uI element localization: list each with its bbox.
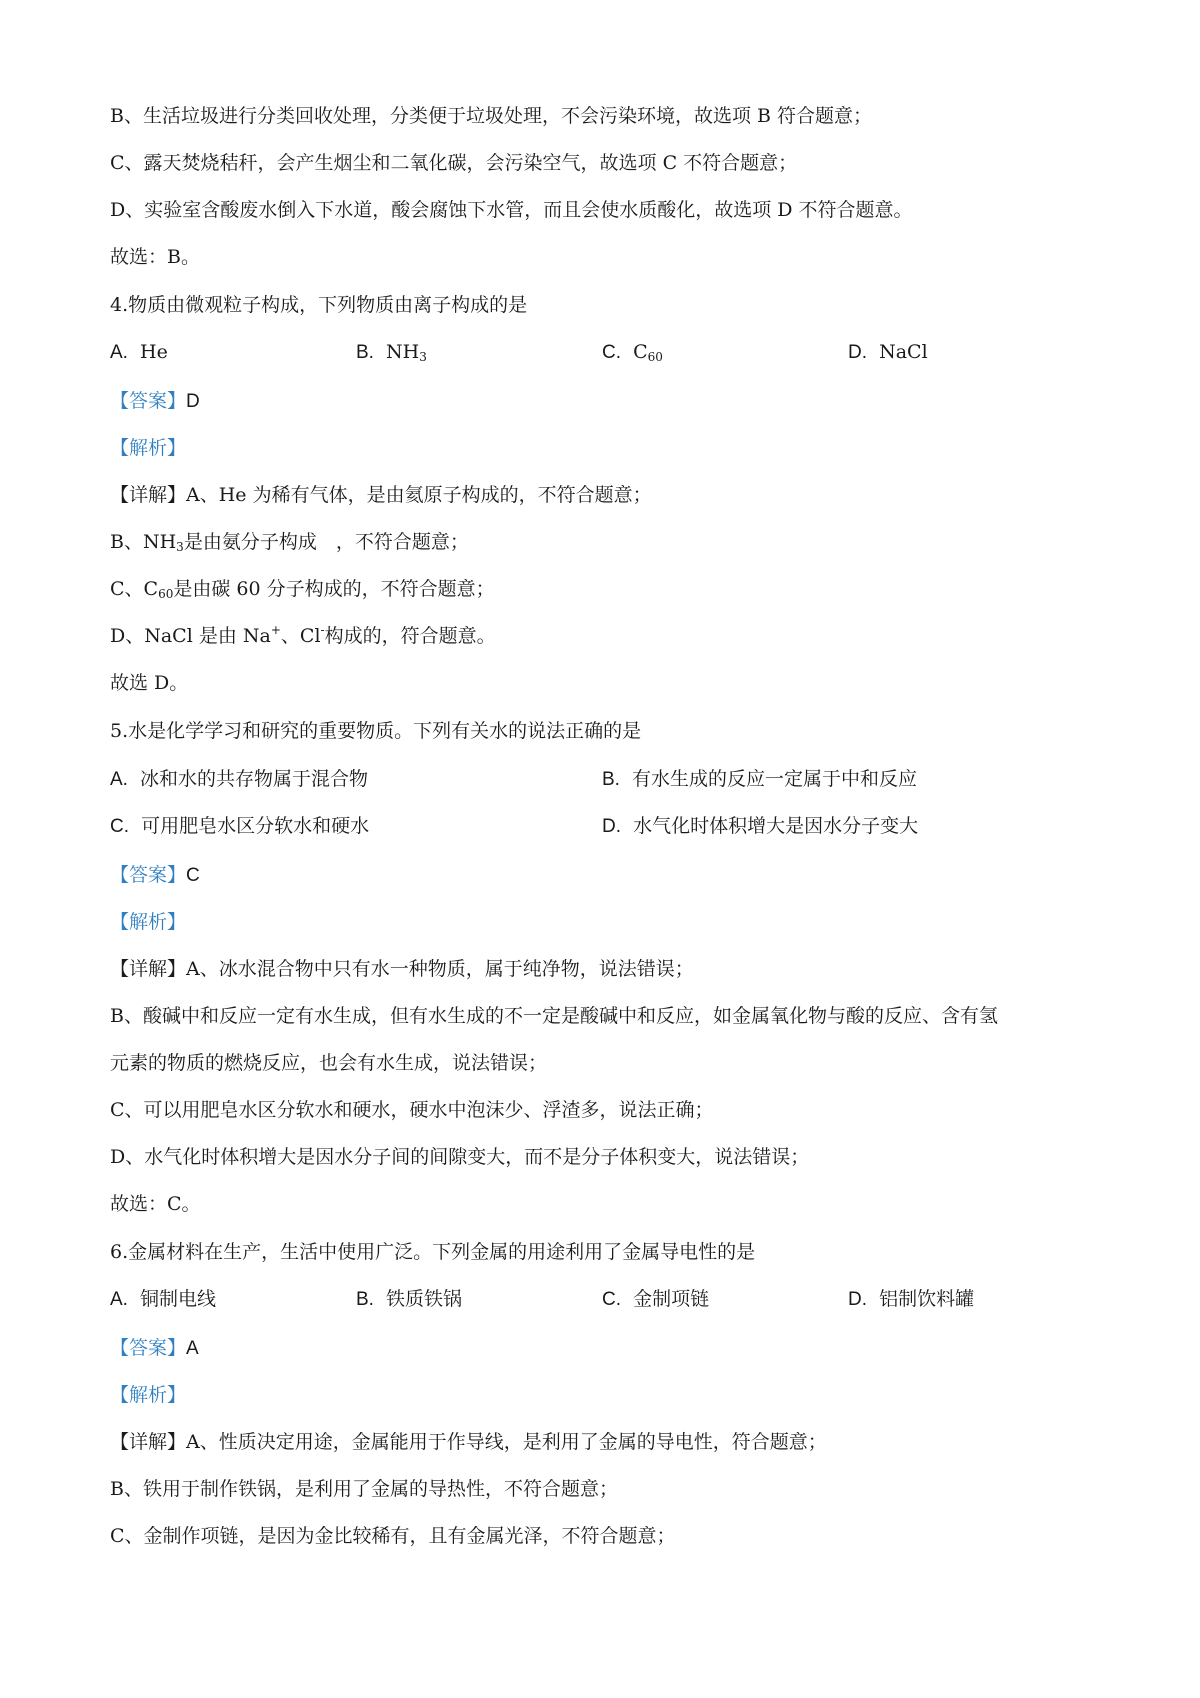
q5-analysis-tag: 【解析】 — [110, 911, 187, 933]
q5-option-a-text: 冰和水的共存物属于混合物 — [140, 768, 369, 790]
q5-option-d-label: D. — [602, 816, 621, 837]
q6-option-a-text: 铜制电线 — [140, 1288, 217, 1310]
q6-option-a — [110, 1286, 216, 1313]
q4-answer-tag: 【答案】 — [110, 390, 187, 412]
q4-detail-d-sup1: + — [270, 623, 281, 637]
q4-stem: 4.物质由微观粒子构成，下列物质由离子构成的是 — [110, 294, 528, 316]
q4-detail-a — [110, 482, 652, 508]
q4-option-d — [848, 339, 928, 366]
q3-explanation-d: D、实验室含酸废水倒入下水道，酸会腐蚀下水管，而且会使水质酸化，故选项 D 不符合题意。 — [110, 199, 913, 221]
q6-detail-c: C、金制作项链，是因为金比较稀有，且有金属光泽，不符合题意； — [110, 1525, 676, 1547]
q5-answer-value: C — [186, 865, 200, 886]
q6-option-c-label: C. — [602, 1289, 621, 1310]
q5-answer-tag: 【答案】 — [110, 864, 187, 886]
q5-option-c-text: 可用肥皂水区分软水和硬水 — [141, 815, 370, 837]
q4-option-a — [110, 339, 168, 366]
q6-option-b — [356, 1286, 462, 1313]
q5-detail-d: D、水气化时体积增大是因水分子间的间隙变大，而不是分子体积变大，说法错误； — [110, 1146, 810, 1168]
q5-answer — [110, 862, 200, 889]
q4-conclusion: 故选 D。 — [110, 672, 189, 694]
q6-option-b-label: B. — [356, 1289, 374, 1310]
q5-detail-c: C、可以用肥皂水区分软水和硬水，硬水中泡沫少、浮渣多，说法正确； — [110, 1099, 714, 1121]
q4-option-a-text: He — [140, 341, 168, 363]
q4-detail-c-sub: 60 — [158, 587, 174, 601]
q4-option-c-sub: 60 — [647, 350, 663, 364]
q6-answer-tag: 【答案】 — [110, 1337, 187, 1359]
q6-detail-tag: 【详解】 — [110, 1431, 187, 1453]
q4-detail-d — [110, 623, 496, 649]
q5-detail-a — [110, 956, 694, 982]
q5-option-c — [110, 813, 369, 840]
q4-option-b-sub: 3 — [419, 350, 427, 364]
q5-detail-b2: 元素的物质的燃烧反应，也会有水生成，说法错误； — [110, 1052, 548, 1074]
q4-option-c-text: C — [633, 341, 648, 363]
q4-detail-b-sub: 3 — [176, 540, 184, 554]
q4-detail-c-post: 是由碳 60 分子构成的，不符合题意； — [173, 578, 495, 600]
q5-conclusion: 故选：C。 — [110, 1193, 201, 1215]
q6-answer-value: A — [186, 1338, 199, 1359]
q4-detail-c-pre: C、C — [110, 578, 159, 600]
q6-option-d-text: 铝制饮料罐 — [879, 1288, 975, 1310]
q4-detail-c — [110, 576, 495, 602]
q4-detail-b-pre: B、NH — [110, 531, 177, 553]
q6-detail-a — [110, 1429, 827, 1455]
q6-option-c-text: 金制项链 — [633, 1288, 710, 1310]
q5-detail-a-text: A、冰水混合物中只有水一种物质，属于纯净物，说法错误； — [186, 958, 694, 980]
q4-detail-b-post: 是由氨分子构成 ，不符合题意； — [183, 531, 469, 553]
q4-detail-d-pre: D、NaCl 是由 Na — [110, 625, 271, 647]
q6-stem: 6.金属材料在生产，生活中使用广泛。下列金属的用途利用了金属导电性的是 — [110, 1241, 756, 1263]
q6-detail-b: B、铁用于制作铁锅，是利用了金属的导热性，不符合题意； — [110, 1478, 618, 1500]
q4-detail-b — [110, 529, 469, 555]
q3-explanation-b: B、生活垃圾进行分类回收处理，分类便于垃圾处理，不会污染环境，故选项 B 符合题意； — [110, 105, 873, 127]
q4-answer-value: D — [186, 391, 200, 412]
q4-option-a-label: A. — [110, 342, 128, 363]
q6-option-a-label: A. — [110, 1289, 128, 1310]
q6-answer — [110, 1335, 199, 1362]
q4-answer — [110, 388, 200, 415]
q5-stem: 5.水是化学学习和研究的重要物质。下列有关水的说法正确的是 — [110, 720, 642, 742]
q6-detail-a-text: A、性质决定用途，金属能用于作导线，是利用了金属的导电性，符合题意； — [186, 1431, 827, 1453]
q5-detail-b1: B、酸碱中和反应一定有水生成，但有水生成的不一定是酸碱中和反应，如金属氧化物与酸的反应、含有氢 — [110, 1005, 998, 1027]
q6-option-b-text: 铁质铁锅 — [386, 1288, 463, 1310]
q4-option-d-text: NaCl — [879, 341, 928, 363]
q5-option-a-label: A. — [110, 769, 128, 790]
q4-option-c — [602, 339, 663, 366]
q4-detail-d-sup2: - — [320, 623, 325, 637]
q5-option-b-text: 有水生成的反应一定属于中和反应 — [632, 768, 918, 790]
q5-option-b — [602, 766, 917, 793]
q4-option-c-label: C. — [602, 342, 621, 363]
q4-detail-d-mid: 、Cl — [280, 625, 321, 647]
q6-option-c — [602, 1286, 709, 1313]
q4-option-b-label: B. — [356, 342, 374, 363]
q3-explanation-c: C、露天焚烧秸秆，会产生烟尘和二氧化碳，会污染空气，故选项 C 不符合题意； — [110, 152, 798, 174]
q5-option-a — [110, 766, 368, 793]
q4-option-d-label: D. — [848, 342, 867, 363]
q4-option-b-text: NH — [386, 341, 420, 363]
q5-option-d — [602, 813, 918, 840]
q6-option-d-label: D. — [848, 1289, 867, 1310]
q5-option-b-label: B. — [602, 769, 620, 790]
q5-option-c-label: C. — [110, 816, 129, 837]
q3-conclusion: 故选：B。 — [110, 246, 200, 268]
q5-option-d-text: 水气化时体积增大是因水分子变大 — [633, 815, 919, 837]
q4-detail-a-text: A、He 为稀有气体，是由氦原子构成的，不符合题意； — [186, 484, 652, 506]
q4-detail-d-post: 构成的，符合题意。 — [324, 625, 496, 647]
q4-option-b — [356, 339, 427, 366]
q4-detail-tag: 【详解】 — [110, 484, 187, 506]
q6-option-d — [848, 1286, 974, 1313]
q6-analysis-tag: 【解析】 — [110, 1384, 187, 1406]
q5-detail-tag: 【详解】 — [110, 958, 187, 980]
q4-analysis-tag: 【解析】 — [110, 437, 187, 459]
